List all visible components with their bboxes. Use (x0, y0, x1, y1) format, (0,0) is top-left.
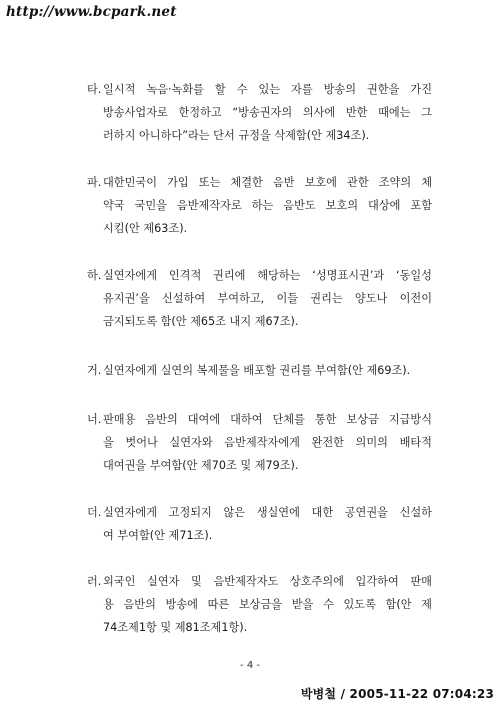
item-line: 실연자에게 실연의 복제물을 배포할 권리를 부여함(안 제69조). (103, 364, 411, 377)
item-text (103, 78, 432, 147)
item-line: 용 음반의 방송에 따른 보상금을 받을 수 있도록 함(안 제 (103, 598, 432, 611)
item-marker: 러. (87, 575, 102, 588)
item-line: 대여권을 부여함(안 제70조 및 제79조). (103, 459, 299, 472)
item-line: 실연자에게 인격적 권리에 해당하는 ‘성명표시권’과 ‘동일성 (103, 269, 432, 282)
item-line: 외국인 실연자 및 음반제작자도 상호주의에 입각하여 판매 (103, 575, 432, 588)
site-url: http://www.bcpark.net (6, 4, 177, 20)
item-text (103, 264, 432, 333)
item-line: 시킴(안 제63조). (103, 222, 188, 235)
list-item-ha (87, 264, 432, 333)
item-marker: 거. (87, 364, 102, 377)
item-marker: 하. (87, 269, 102, 282)
page-number: - 4 - (240, 660, 260, 671)
item-marker: 파. (87, 176, 102, 189)
item-text (103, 501, 432, 547)
item-marker: 더. (87, 506, 102, 519)
item-line: 약국 국민을 음반제작자로 하는 음반도 보호의 대상에 포함 (103, 199, 432, 212)
list-item-neo (87, 408, 432, 477)
item-line: 판매용 음반의 대여에 대하여 단체를 통한 보상금 지급방식 (103, 413, 432, 426)
item-line: 러하지 아니하다”라는 단서 규정을 삭제함(안 제34조). (103, 129, 370, 142)
list-item-pa (87, 171, 432, 240)
list-item-deo (87, 501, 432, 547)
item-line: 여 부여함(안 제71조). (103, 529, 213, 542)
item-line: 74조제1항 및 제81조제1항). (103, 621, 248, 634)
item-line: 방송사업자로 한정하고 “방송권자의 의사에 반한 때에는 그 (103, 106, 432, 119)
author-timestamp: 박병철 / 2005-11-22 07:04:23 (300, 687, 494, 701)
item-line: 금지되도록 함(안 제65조 내지 제67조). (103, 315, 299, 328)
item-line: 유지권’을 신설하여 부여하고, 이들 권리는 양도나 이전이 (103, 292, 432, 305)
item-marker: 타. (87, 83, 102, 96)
item-line: 을 벗어나 실연자와 음반제작자에게 완전한 의미의 배타적 (103, 436, 432, 449)
list-item-reo (87, 570, 432, 639)
item-line: 실연자에게 고정되지 않은 생실연에 대한 공연권을 신설하 (103, 506, 432, 519)
list-item-geo (87, 359, 432, 382)
item-text (103, 359, 432, 382)
list-item-ta (87, 78, 432, 147)
item-text (103, 171, 432, 240)
item-line: 대한민국이 가입 또는 체결한 음반 보호에 관한 조약의 체 (103, 176, 432, 189)
item-line: 일시적 녹음·녹화를 할 수 있는 자를 방송의 권한을 가진 (103, 83, 432, 96)
item-text (103, 570, 432, 639)
item-marker: 너. (87, 413, 102, 426)
item-text (103, 408, 432, 477)
